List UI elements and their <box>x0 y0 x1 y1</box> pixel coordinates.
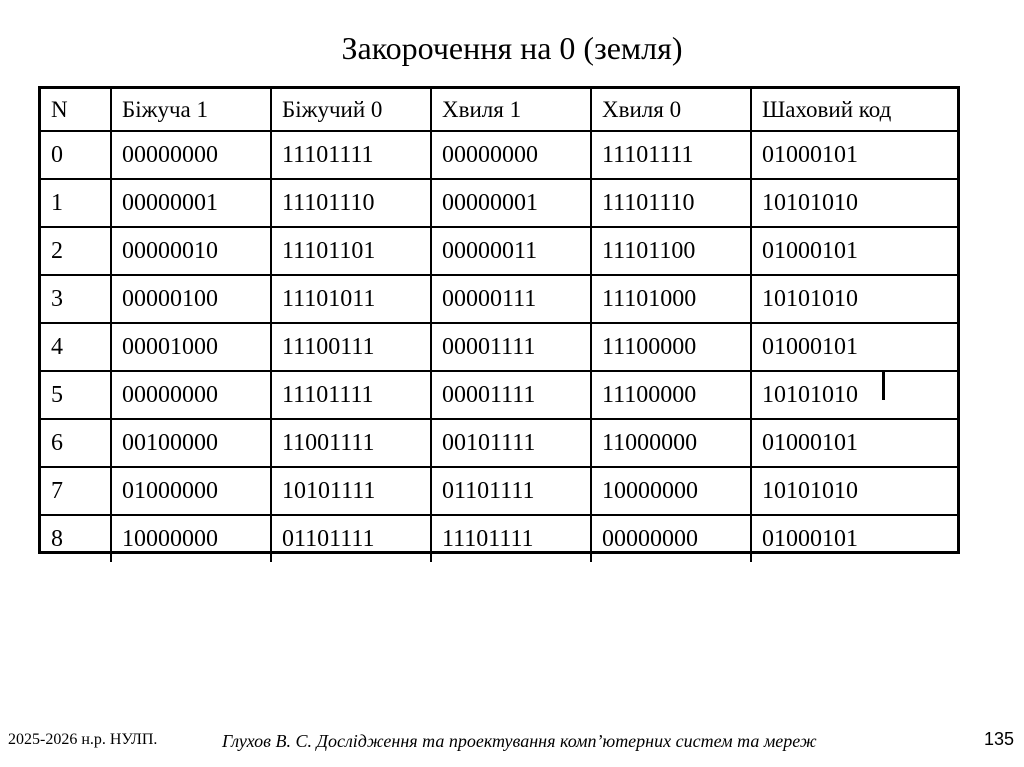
table-cell: 7 <box>41 467 111 515</box>
table-cell: 00000111 <box>431 275 591 323</box>
table-cell: 01000101 <box>751 323 957 371</box>
table-cell: 01101111 <box>271 515 431 562</box>
table-row <box>41 515 957 562</box>
slide-title: Закорочення на 0 (земля) <box>341 30 683 66</box>
table-cell: 11101111 <box>431 515 591 562</box>
table-cell: 00000010 <box>111 227 271 275</box>
header-cell-wave-zero: Хвиля 0 <box>591 89 751 131</box>
header-cell-wave-one: Хвиля 1 <box>431 89 591 131</box>
table-cell: 3 <box>41 275 111 323</box>
table-cell: 00000001 <box>111 179 271 227</box>
footer-course-title: Глухов В. С. Дослідження та проектування комп’ютерних систем та мереж <box>222 731 817 751</box>
table-cell: 00000000 <box>111 131 271 179</box>
table-row <box>41 131 957 179</box>
table-cell: 00000001 <box>431 179 591 227</box>
text-cursor-mark <box>882 370 885 400</box>
table-cell: 0 <box>41 131 111 179</box>
table-cell: 11101110 <box>591 179 751 227</box>
table-row <box>41 275 957 323</box>
table-cell: 11101000 <box>591 275 751 323</box>
table-cell: 10000000 <box>591 467 751 515</box>
table-cell: 11101101 <box>271 227 431 275</box>
table-cell: 00000011 <box>431 227 591 275</box>
table-cell: 01000101 <box>751 515 957 562</box>
table-cell: 01000101 <box>751 419 957 467</box>
table-cell: 11101111 <box>591 131 751 179</box>
header-cell-running-zero: Біжучий 0 <box>271 89 431 131</box>
table-row <box>41 227 957 275</box>
table-cell: 01000101 <box>751 227 957 275</box>
table-cell: 11000000 <box>591 419 751 467</box>
table-cell: 11100000 <box>591 323 751 371</box>
table-cell: 01000000 <box>111 467 271 515</box>
header-cell-n: N <box>41 89 111 131</box>
table-row <box>41 371 957 419</box>
table-cell: 11101111 <box>271 371 431 419</box>
table-cell: 00101111 <box>431 419 591 467</box>
table-cell: 00001111 <box>431 371 591 419</box>
table-cell: 11101110 <box>271 179 431 227</box>
table-cell: 10101010 <box>751 467 957 515</box>
table-cell: 10101010 <box>751 179 957 227</box>
table-cell: 5 <box>41 371 111 419</box>
table-cell: 00000100 <box>111 275 271 323</box>
table-cell: 10000000 <box>111 515 271 562</box>
table-cell: 11101100 <box>591 227 751 275</box>
table-header-row <box>41 89 957 131</box>
table-row <box>41 323 957 371</box>
table-cell: 11100111 <box>271 323 431 371</box>
table-cell: 10101111 <box>271 467 431 515</box>
table-cell: 10101010 <box>751 371 957 419</box>
table-cell: 00000000 <box>431 131 591 179</box>
header-cell-running-one: Біжуча 1 <box>111 89 271 131</box>
table-cell: 8 <box>41 515 111 562</box>
table-cell: 11101011 <box>271 275 431 323</box>
table-row <box>41 179 957 227</box>
table-cell: 01101111 <box>431 467 591 515</box>
table-cell: 00001000 <box>111 323 271 371</box>
page-number: 135 <box>983 729 1014 749</box>
header-cell-checkerboard: Шаховий код <box>751 89 957 131</box>
table-cell: 01000101 <box>751 131 957 179</box>
table-cell: 11101111 <box>271 131 431 179</box>
table-cell: 1 <box>41 179 111 227</box>
table-cell: 2 <box>41 227 111 275</box>
table-cell: 00000000 <box>111 371 271 419</box>
footer-academic-year: 2025-2026 н.р. НУЛП. <box>8 731 158 748</box>
table-cell: 6 <box>41 419 111 467</box>
table-cell: 00000000 <box>591 515 751 562</box>
table-row <box>41 419 957 467</box>
table-cell: 11100000 <box>591 371 751 419</box>
table-cell: 10101010 <box>751 275 957 323</box>
codes-table <box>38 86 960 554</box>
table-cell: 00100000 <box>111 419 271 467</box>
table-cell: 11001111 <box>271 419 431 467</box>
table-cell: 4 <box>41 323 111 371</box>
table-cell: 00001111 <box>431 323 591 371</box>
table-row <box>41 467 957 515</box>
